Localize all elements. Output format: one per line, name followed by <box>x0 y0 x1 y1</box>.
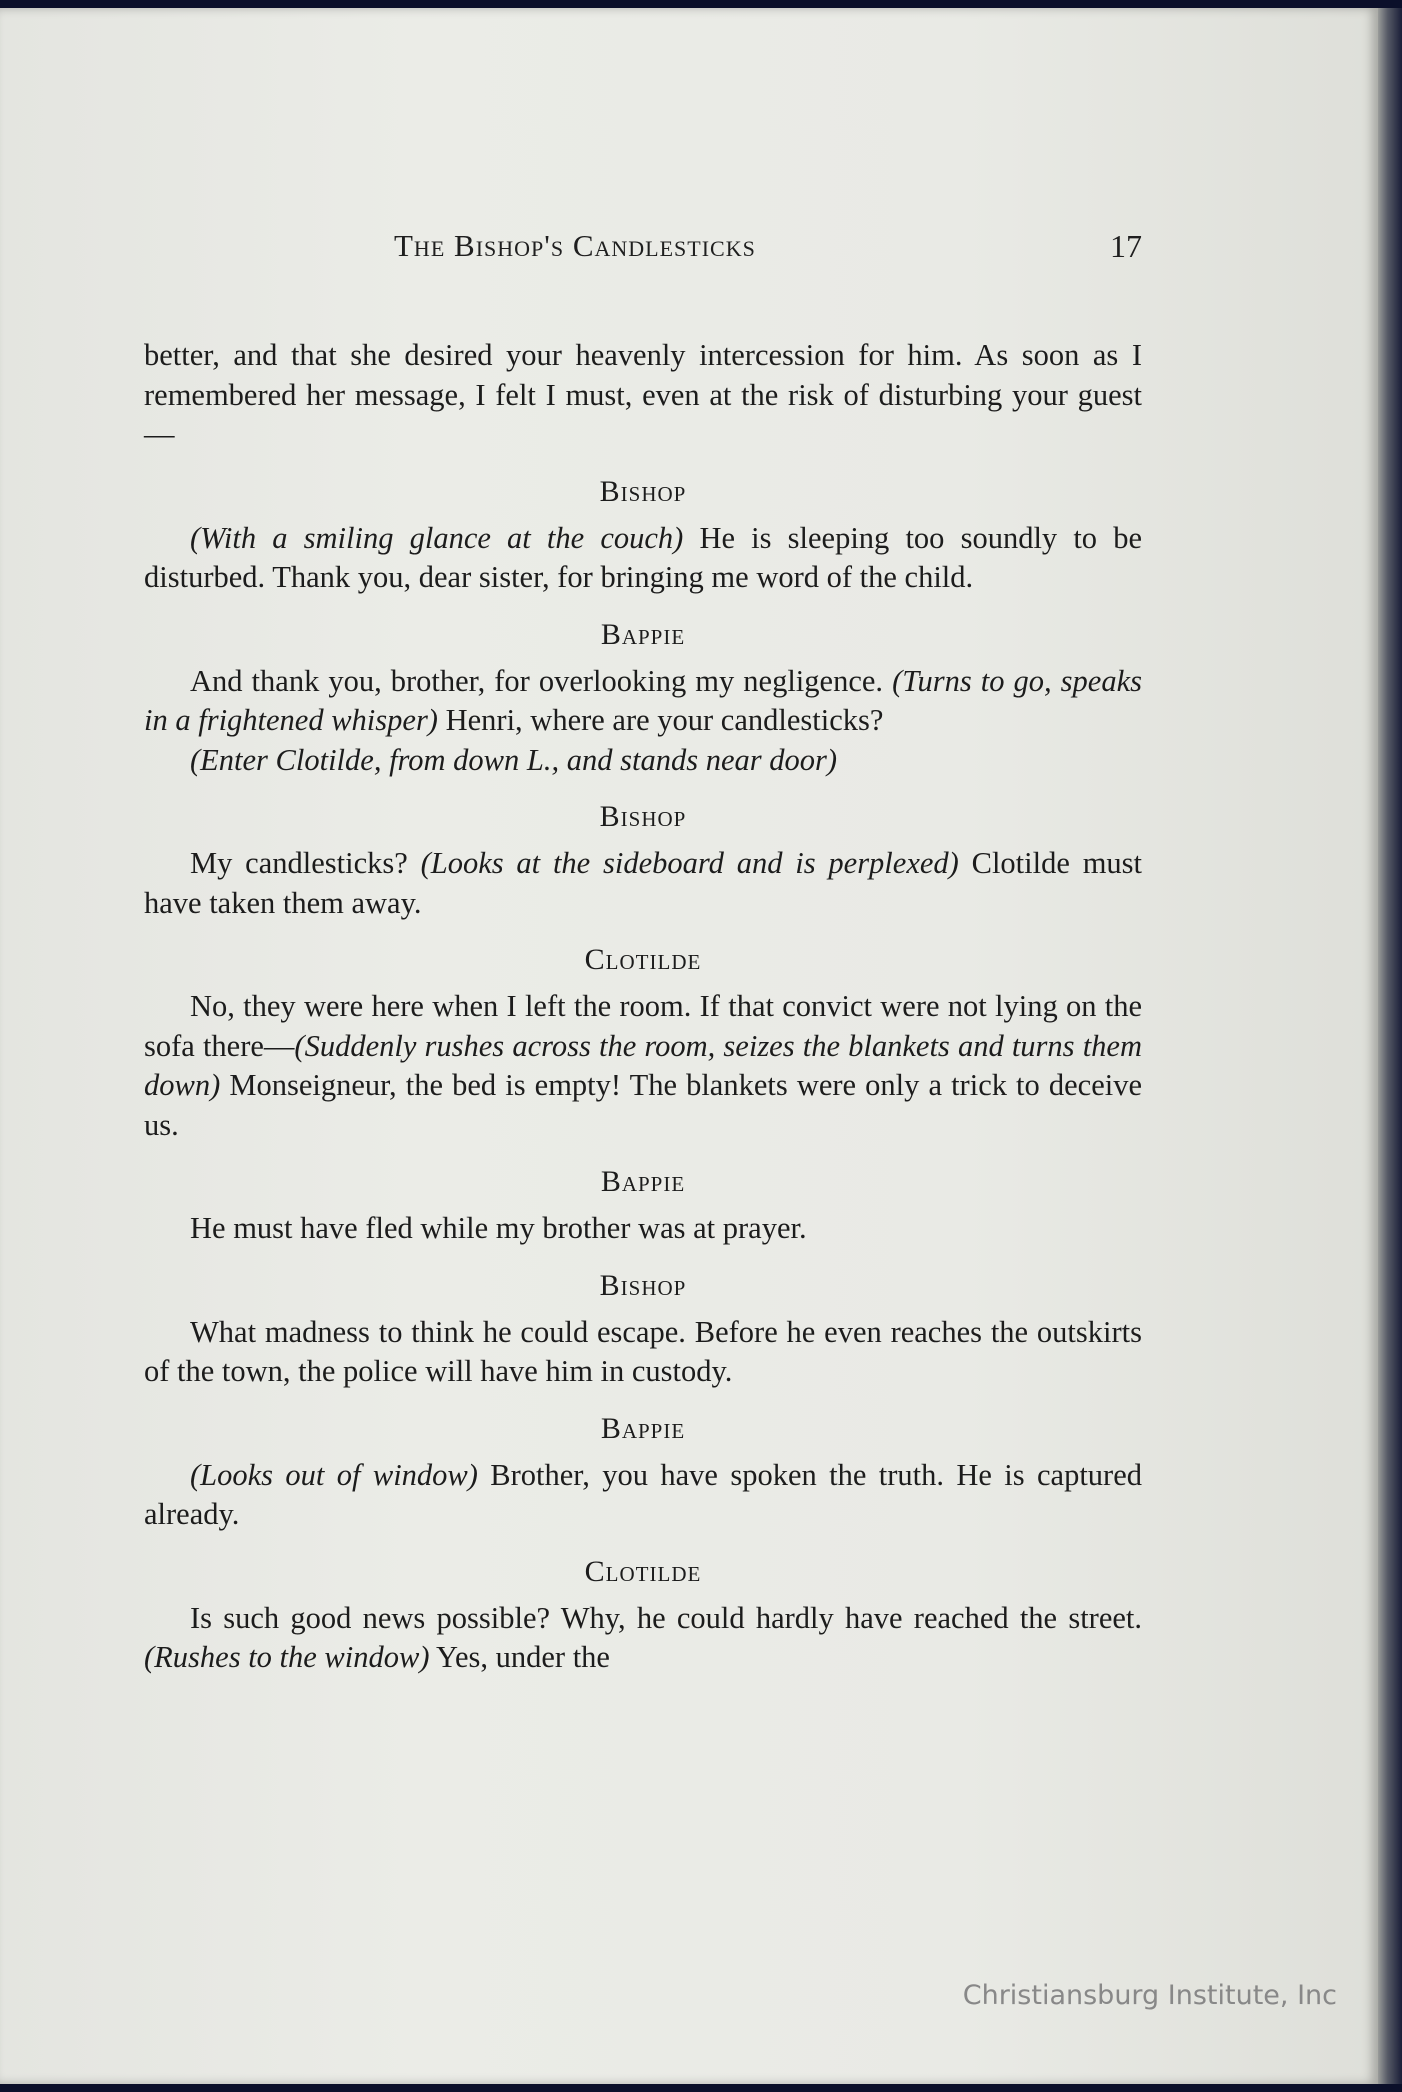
paragraph: better, and that she desired your heavenly intercession for him. As soon as I remembered her message, I felt I must, even at the risk of disturbing your guest— <box>144 338 1142 451</box>
speaker-heading: Bappie <box>600 617 686 651</box>
dialogue-text: Yes, under the <box>429 1640 610 1674</box>
stage-direction: (Turns to go, speaks in a frightened whisper) <box>144 663 1142 737</box>
speaker-heading: Clotilde <box>584 943 702 976</box>
stage-direction: (Rushes to the window) <box>144 1640 430 1674</box>
watermark: Christiansburg Institute, Inc <box>962 1980 1337 2011</box>
speaker-heading: Bappie <box>600 1411 686 1445</box>
stage-direction: (Looks out of window) <box>190 1457 478 1492</box>
paragraph: What madness to think he could escape. Before he even reaches the outskirts of the town, the police will have him in custody. <box>144 1314 1142 1388</box>
paragraph <box>144 1599 1142 1678</box>
dialogue-text: No, they were here when I left the room. If that convict were not lying on the sofa there— <box>144 989 1142 1063</box>
dialogue-text: Henri, where are your candlesticks? <box>437 703 884 737</box>
dialogue-text: Monseigneur, the bed is empty! The blankets were only a trick to deceive us. <box>144 1068 1142 1142</box>
page-number: 17 <box>1110 228 1142 264</box>
speaker-heading: Bishop <box>599 800 687 833</box>
dialogue-text: Brother, you have spoken the truth. He is captured already. <box>144 1457 1142 1531</box>
paragraph <box>144 519 1142 598</box>
paragraph: He must have fled while my brother was at prayer. <box>190 1211 807 1245</box>
dialogue-text: And thank you, brother, for overlooking my negligence. <box>190 663 893 698</box>
stage-direction-line: (Enter Clotilde, from down L., and stands near door) <box>190 742 838 777</box>
paragraph <box>144 844 1142 923</box>
paragraph <box>144 987 1142 1145</box>
speaker-heading: Bishop <box>599 474 687 508</box>
stage-direction: (Looks at the sideboard and is perplexed) <box>420 846 959 880</box>
speaker-heading: Bishop <box>599 1268 687 1302</box>
paragraph <box>144 1456 1142 1535</box>
dialogue-text: Is such good news possible? Why, he could hardly have reached the street. <box>190 1600 1142 1635</box>
stage-direction: (With a smiling glance at the couch) <box>190 520 684 555</box>
running-title: The Bishop's Candlesticks <box>394 228 756 263</box>
page-text <box>144 336 1142 1678</box>
speaker-heading: Bappie <box>600 1165 686 1198</box>
dialogue-text: Clotilde must have taken them away. <box>144 846 1143 920</box>
dialogue-text: My candlesticks? <box>190 846 421 880</box>
dialogue-text: He is sleeping too soundly to be disturbed. Thank you, dear sister, for bringing me word of the child. <box>144 520 1142 594</box>
paragraph <box>144 662 1142 741</box>
speaker-heading: Clotilde <box>584 1554 702 1588</box>
page-edge <box>1378 8 1402 2084</box>
stage-direction: (Suddenly rushes across the room, seizes the blankets and turns them down) <box>144 1028 1142 1102</box>
running-header <box>394 228 1142 268</box>
